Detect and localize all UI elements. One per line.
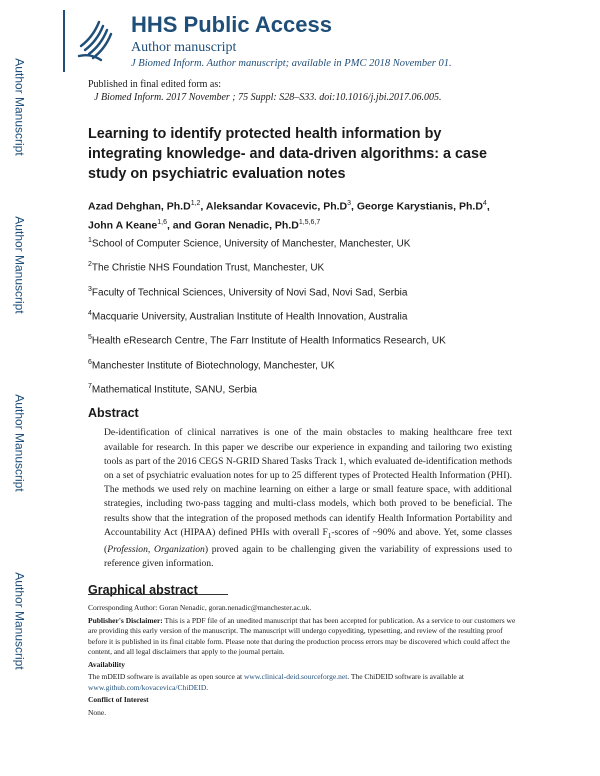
header-subtitle: Author manuscript [131, 40, 237, 55]
affiliation-number: 6 [88, 358, 92, 366]
availability-label: Availability [88, 659, 125, 669]
abstract-text: De-identification of clinical narratives is one of the main obstacles to making healthcare free text available for research. In this paper we describe our experience in expanding and tailoring two existing tools as part of the 2016 CEGS N-GRID Shared Tasks Track 1, which evaluated de-identification methods on a set of psychiatric evaluation notes for up to 25 different types of Protected Health Information (PHI). The methods we used rely on machine learning on either a large or small feature space, with additional strategies, including two-pass tagging and multi-class models, which both proved to be beneficial. The results show that the integration of the proposed methods can identify Health Information Portability and Accountability Act (HIPAA) defined PHIs with overall $F_1$-scores of ~90% and above. Yet, some classes (Profession, Organization) proved again to be challenging given the variability of expressions used to reference given information. [104, 427, 512, 570]
author-affiliation-marker: 4 [482, 200, 487, 207]
affiliation-text: School of Computer Science, University of Manchester, Manchester, UK [91, 238, 411, 250]
footnote-rule [88, 594, 228, 595]
affiliation-number: 5 [88, 334, 92, 342]
affiliation-text: Macquarie University, Australian Institute of Health Innovation, Australia [91, 311, 408, 323]
affiliation-text: The Christie NHS Foundation Trust, Manchester, UK [91, 262, 325, 274]
article-content [88, 124, 512, 603]
publication-citation: J Biomed Inform. 2017 November ; 75 Suppl: S28–S33. doi:10.1016/j.jbi.2017.06.005. [94, 92, 442, 103]
publication-info [88, 78, 528, 104]
author-separator: , [486, 200, 490, 213]
graphical-abstract-heading: Graphical abstract [88, 583, 198, 598]
sidebar-label: Author Manuscript [13, 394, 28, 492]
sidebar-label: Author Manuscript [13, 58, 28, 156]
author-affiliation-marker: 3 [347, 200, 352, 207]
article-title: Learning to identify protected health information by integrating knowledge- and data-driven algorithms: a case study on psychiatric evaluation notes [88, 126, 488, 182]
affiliation-number: 7 [88, 382, 92, 390]
author-separator: , and [166, 219, 195, 231]
hhs-eagle-icon [75, 16, 119, 64]
affiliation-text: Mathematical Institute, SANU, Serbia [91, 384, 257, 396]
affiliation-item [88, 284, 512, 299]
header-journal-line: J Biomed Inform. Author manuscript; available in PMC 2018 November 01. [131, 58, 452, 69]
chideid-link[interactable]: www.github.com/kovacevica/ChiDEID [88, 682, 207, 692]
conflict-label: Conflict of Interest [88, 695, 149, 704]
mdeid-link[interactable]: www.clinical-deid.sourceforge.net [243, 672, 348, 681]
sidebar-label: Author Manuscript [13, 216, 28, 314]
affiliation-number: 1 [88, 237, 92, 244]
affiliation-text: Manchester Institute of Biotechnology, Manchester, UK [91, 359, 335, 371]
author-name: Aleksandar Kovacevic, Ph.D [205, 200, 348, 213]
conflict-text: None. [88, 707, 107, 717]
author-name: John A Keane [88, 219, 158, 231]
affiliation-text: Faculty of Technical Sciences, University of Novi Sad, Novi Sad, Serbia [91, 286, 408, 298]
corresponding-author: Corresponding Author: Goran Nenadic, goran.nenadic@manchester.ac.uk. [88, 603, 312, 612]
author-name: Azad Dehghan, Ph.D [88, 200, 191, 213]
affiliation-item [88, 357, 512, 372]
affiliation-item [88, 308, 512, 323]
header-title: HHS Public Access [131, 12, 332, 37]
affiliation-item [88, 259, 512, 274]
affiliation-number: 2 [88, 261, 92, 269]
author-name: Goran Nenadic, Ph.D [194, 219, 299, 231]
author-list [88, 196, 512, 233]
abstract-heading: Abstract [88, 406, 139, 421]
publication-label: Published in final edited form as: [88, 79, 222, 90]
sidebar-label: Author Manuscript [13, 572, 28, 670]
hhs-header [63, 10, 525, 72]
author-affiliation-marker: 1,2 [190, 200, 201, 207]
footnotes [88, 594, 516, 720]
affiliation-list [88, 235, 512, 396]
affiliation-text: Health eResearch Centre, The Farr Institute of Health Informatics Research, UK [91, 335, 446, 347]
publisher-disclaimer: Publisher's Disclaimer: This is a PDF file of an unedited manuscript that has been accepted for publication. As a service to our customers we are providing this early version of the manuscript. The manuscript will undergo copyediting, typesetting, and review of the resulting proof before it is published in its final citable form. Please note that during the production process errors may be discovered which could affect the content, and all legal disclaimers that apply to the journal pertain. [88, 615, 516, 656]
affiliation-number: 3 [88, 285, 92, 293]
author-name: George Karystianis, Ph.D [356, 200, 483, 213]
author-affiliation-marker: 1,5,6,7 [298, 218, 321, 226]
affiliation-item [88, 381, 512, 396]
affiliation-item [88, 235, 512, 250]
affiliation-item [88, 332, 512, 347]
author-manuscript-sidebar [0, 0, 40, 776]
author-affiliation-marker: 1,6 [157, 218, 167, 226]
affiliation-number: 4 [88, 309, 92, 317]
author-separator: , [200, 200, 206, 213]
availability-text: The mDEID software is available as open source at www.clinical-deid.sourceforge.net. The ChiDEID software is available at www.github.com/kovacevica/ChiDEID. [88, 672, 464, 692]
author-separator: , [351, 200, 357, 213]
